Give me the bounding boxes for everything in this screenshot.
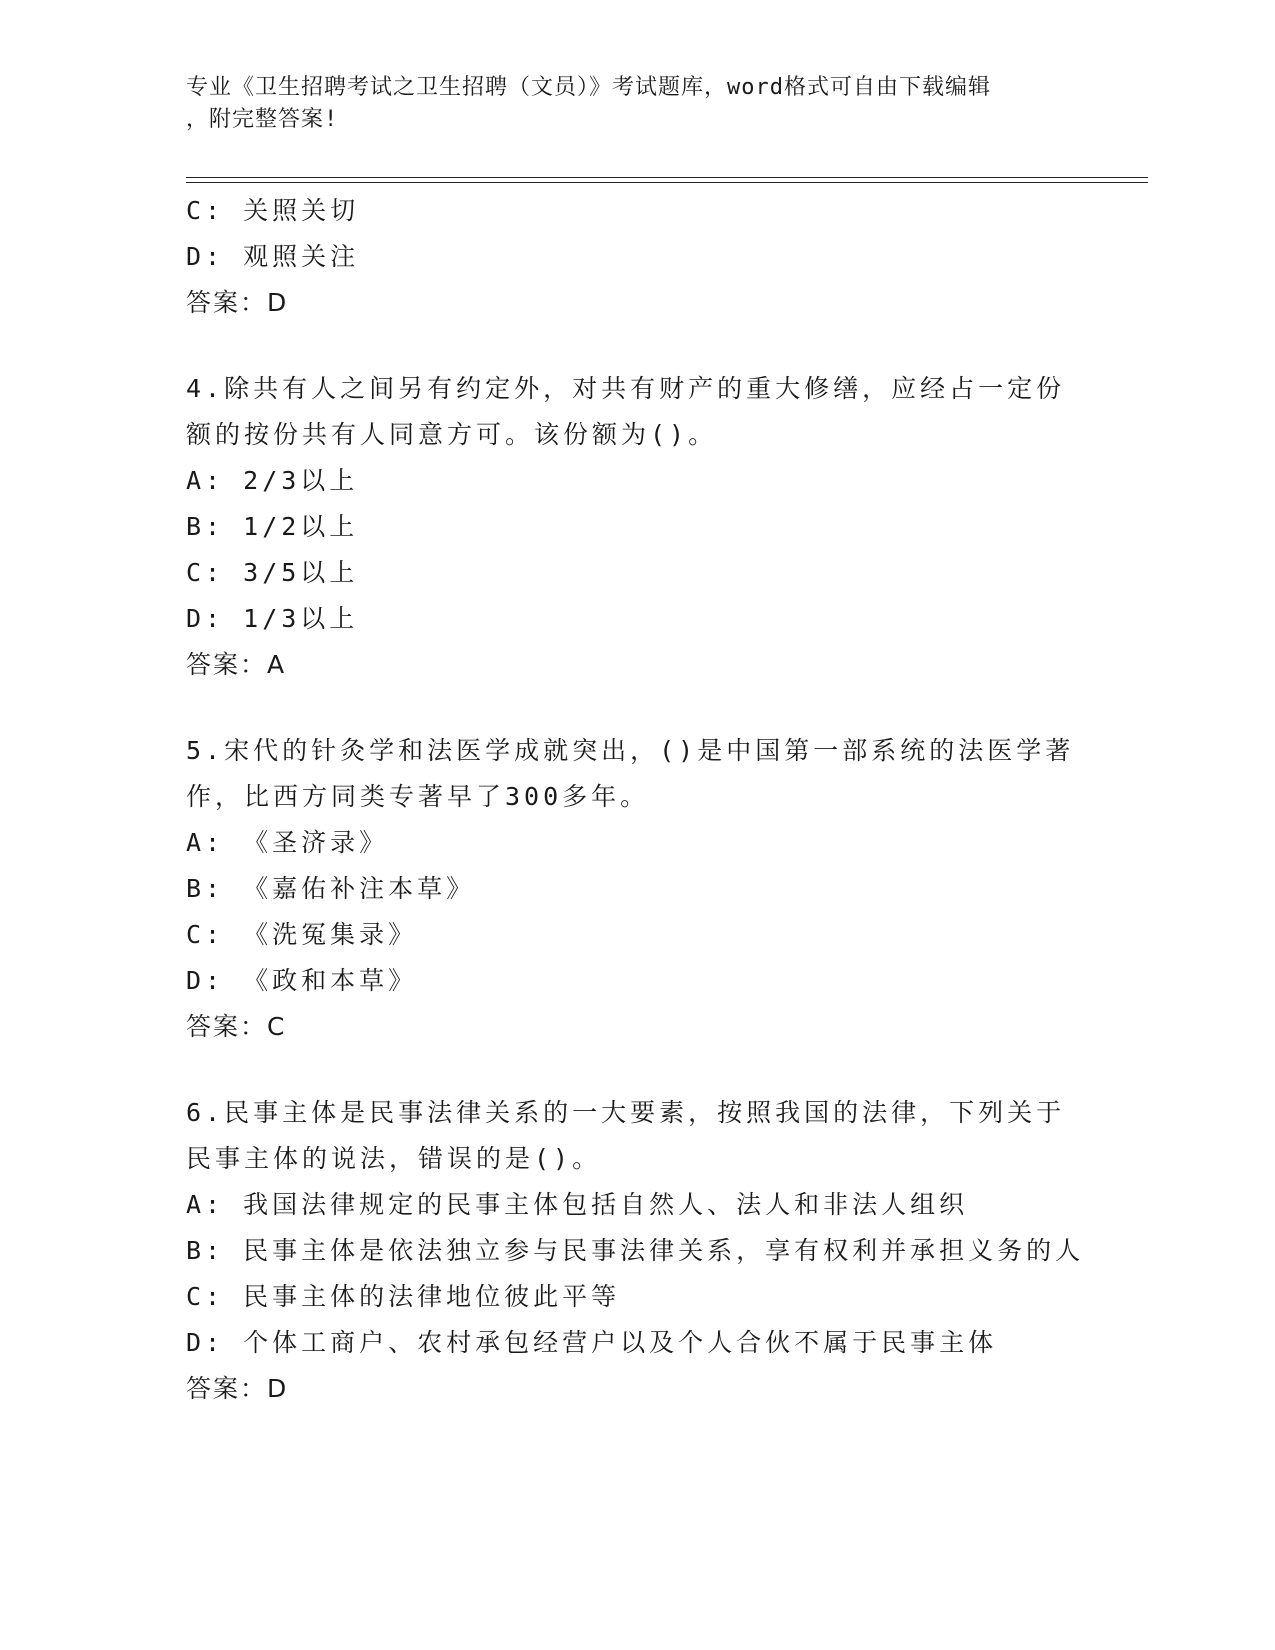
option-b: B: 民事主体是依法独立参与民事法律关系，享有权利并承担义务的人: [186, 1236, 1085, 1265]
header-divider-top: [186, 177, 1148, 178]
header-line-1: 专业《卫生招聘考试之卫生招聘（文员）》考试题库，word格式可自由下载编辑: [186, 75, 991, 100]
option-a: A: 2/3以上: [186, 466, 359, 495]
option-c: C: 关照关切: [186, 196, 360, 225]
answer-line: 答案：D: [186, 1374, 289, 1403]
answer-line: 答案：C: [186, 1012, 287, 1041]
question-6: [186, 1090, 1166, 1412]
question-5: [186, 728, 1166, 1050]
option-d: D: 观照关注: [186, 242, 360, 271]
question-list: [186, 188, 1166, 1412]
question-stem-line: 民事主体的说法，错误的是()。: [186, 1144, 602, 1173]
option-b: B: 《嘉佑补注本草》: [186, 874, 476, 903]
previous-question-tail: [186, 188, 1166, 326]
question-4: [186, 366, 1166, 688]
option-d: D: 1/3以上: [186, 604, 359, 633]
question-stem-line: 4.除共有人之间另有约定外，对共有财产的重大修缮，应经占一定份: [186, 374, 1066, 403]
answer-line: 答案：D: [186, 288, 289, 317]
question-stem-line: 作，比西方同类专著早了300多年。: [186, 782, 650, 811]
option-d: D: 《政和本草》: [186, 966, 418, 995]
document-header: [186, 72, 1086, 136]
question-stem-line: 5.宋代的针灸学和法医学成就突出，()是中国第一部系统的法医学著: [186, 736, 1075, 765]
question-stem-line: 额的按份共有人同意方可。该份额为()。: [186, 420, 718, 449]
header-line-2: ，附完整答案!: [186, 107, 339, 132]
question-stem-line: 6.民事主体是民事法律关系的一大要素，按照我国的法律，下列关于: [186, 1098, 1066, 1127]
option-c: C: 3/5以上: [186, 558, 359, 587]
answer-line: 答案：A: [186, 650, 287, 679]
header-divider-bottom: [186, 182, 1148, 183]
option-a: A: 《圣济录》: [186, 828, 389, 857]
option-a: A: 我国法律规定的民事主体包括自然人、法人和非法人组织: [186, 1190, 969, 1219]
option-c: C: 民事主体的法律地位彼此平等: [186, 1282, 621, 1311]
option-d: D: 个体工商户、农村承包经营户以及个人合伙不属于民事主体: [186, 1328, 998, 1357]
option-b: B: 1/2以上: [186, 512, 359, 541]
option-c: C: 《洗冤集录》: [186, 920, 418, 949]
